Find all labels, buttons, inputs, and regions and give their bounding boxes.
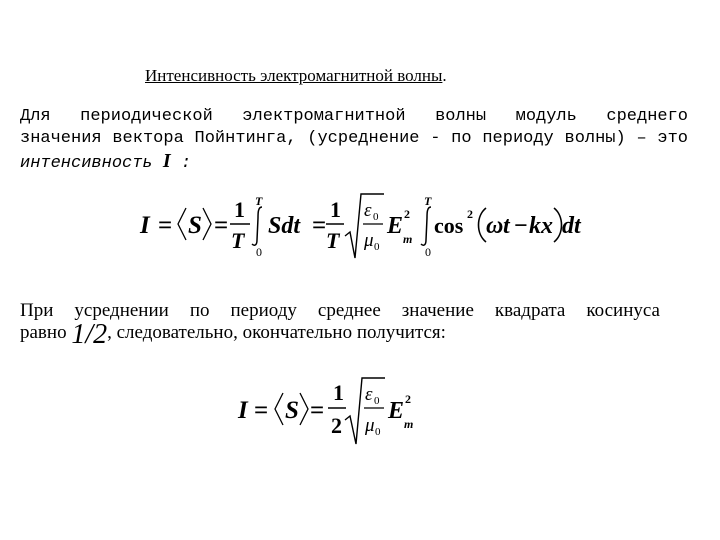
slide-title-period: . (442, 66, 447, 85)
eq2-mu: μ (365, 415, 375, 436)
eq1-cos-power: 2 (467, 207, 473, 221)
eq2-epsilon-sub: 0 (374, 395, 380, 407)
eq1-int2-upper: T (424, 194, 432, 208)
eq2-right-angle (300, 393, 308, 425)
eq1-dt: dt (562, 213, 581, 239)
eq2-mu-sub: 0 (375, 426, 381, 438)
eq1-omega: ω (486, 213, 504, 239)
eq1-E-power: 2 (404, 207, 410, 221)
paragraph-line-1: Для периодической электромагнитной волны модуль среднего (20, 107, 688, 126)
intensity-symbol: I (162, 150, 171, 172)
eq1-int1-upper: T (255, 194, 263, 208)
one-half: 1/2 (71, 319, 108, 350)
eq2-S: S (285, 397, 299, 424)
eq1-kx: kx (529, 213, 553, 239)
eq1-mu-sub: 0 (374, 241, 380, 253)
eq1-equals: = (158, 212, 173, 239)
eq1-Sdt: Sdt (268, 213, 301, 239)
eq1-equals-3: = (312, 212, 327, 239)
eq2-I: I (238, 397, 248, 424)
eq2-E-power: 2 (405, 392, 411, 406)
term-intensity: интенсивность (20, 154, 153, 173)
eq1-cos: cos (434, 213, 464, 238)
eq1-minus: − (514, 213, 528, 239)
eq1-I: I (140, 212, 150, 239)
paragraph2-line2-pre: равно (20, 322, 72, 343)
eq2-E-sub: m (404, 417, 414, 431)
slide-title-text: Интенсивность электромагнитной волны (145, 66, 443, 85)
eq1-S: S (188, 212, 202, 239)
eq1-epsilon-sub: 0 (373, 211, 379, 223)
eq2-equals-2: = (310, 397, 325, 424)
colon: : (170, 154, 192, 173)
eq1-int1-lower: 0 (256, 245, 262, 259)
eq1-frac-denominator: T (231, 228, 245, 253)
eq1-frac2-numerator: 1 (330, 197, 341, 222)
eq1-t: t (503, 213, 510, 239)
paragraph-line-2: значения вектора Пойнтинга, (усреднение - по периоду волны) – это (20, 129, 688, 148)
eq2-E: E (388, 398, 405, 424)
eq1-E-sub: m (403, 232, 413, 246)
paragraph2-line2-post: , следовательно, окончательно получится: (107, 322, 446, 343)
eq1-equals-2: = (214, 212, 229, 239)
eq1-frac2-denominator: T (326, 228, 340, 253)
eq1-mu: μ (364, 230, 374, 251)
eq1-int2-lower: 0 (425, 245, 431, 259)
eq2-equals: = (254, 397, 269, 424)
paragraph2-line-1: При усреднении по периоду среднее значение квадрата косинуса (20, 300, 660, 321)
eq1-E: E (387, 213, 404, 239)
eq2-frac-numerator: 1 (333, 380, 344, 405)
eq1-epsilon: ε (364, 200, 372, 221)
eq2-left-angle (275, 393, 283, 425)
eq2-epsilon: ε (365, 384, 373, 405)
eq2-frac-denominator: 2 (331, 413, 342, 438)
eq1-frac-numerator: 1 (234, 197, 245, 222)
